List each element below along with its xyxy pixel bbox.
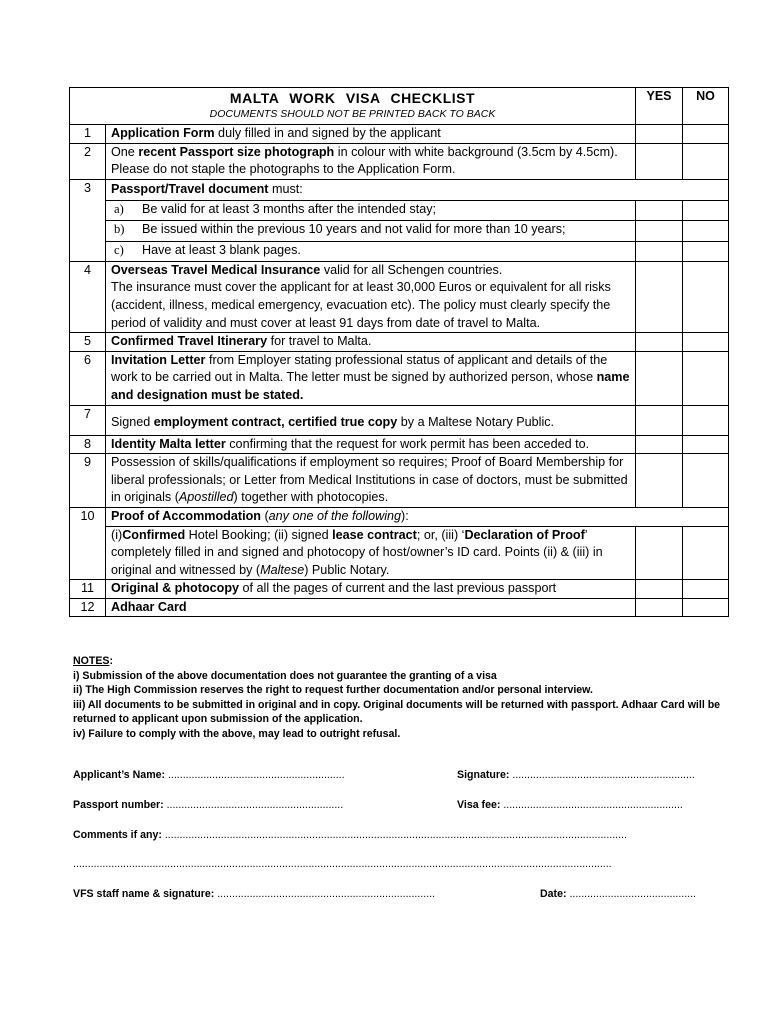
subitem-part: ’ completely filled in and signed and photocopy of host/owner’s ID card. Points (ii) & (iii) in original and witnessed by ( bbox=[111, 527, 603, 577]
item-bold-text: Confirmed Travel Itinerary bbox=[111, 334, 268, 349]
item-bold-text: Passport/Travel document bbox=[111, 181, 269, 196]
yes-checkbox-cell[interactable] bbox=[636, 220, 683, 241]
item-detail-text: The insurance must cover the applicant for at least 30,000 Euros or equivalent for all risks (accident, illness, medical emergency, evacuation etc). The policy must clearly specify the period of validity and must cover at least 91 days from date of travel to Malta. bbox=[111, 280, 611, 330]
checklist-row-12 bbox=[70, 598, 729, 617]
subitem-text bbox=[106, 220, 636, 241]
item-text bbox=[106, 435, 636, 454]
item-text bbox=[106, 351, 636, 405]
visa-fee-field[interactable] bbox=[457, 799, 683, 811]
item-bold-text: Application Form bbox=[111, 126, 215, 140]
item-text bbox=[106, 507, 729, 526]
notes-heading: NOTES bbox=[73, 655, 110, 667]
checklist-row-8 bbox=[70, 435, 729, 454]
subitem-letter: b) bbox=[114, 221, 125, 236]
yes-checkbox-cell[interactable] bbox=[636, 200, 683, 220]
checklist-row-3 bbox=[70, 179, 729, 200]
checklist-row-7 bbox=[70, 405, 729, 435]
item-text bbox=[106, 598, 636, 617]
item-number: 2 bbox=[70, 143, 106, 179]
yes-checkbox-cell[interactable] bbox=[636, 580, 683, 599]
item-bold-text: Proof of Accommodation bbox=[111, 508, 261, 523]
title-cell bbox=[70, 88, 636, 125]
item-bold-text: Identity Malta letter bbox=[111, 436, 226, 451]
subitem-part: (i) bbox=[111, 527, 123, 542]
item-text bbox=[106, 179, 729, 200]
checklist-row-11 bbox=[70, 580, 729, 599]
applicant-name-line: ............................................................ bbox=[165, 769, 345, 781]
note-4: iv) Failure to comply with the above, may lead to outright refusal. bbox=[73, 727, 401, 740]
subitem-bold-part: lease contract bbox=[332, 527, 417, 542]
yes-checkbox-cell[interactable] bbox=[636, 351, 683, 405]
notes-colon: : bbox=[109, 655, 114, 667]
vfs-staff-field[interactable] bbox=[73, 888, 435, 900]
signature-label: Signature: bbox=[457, 769, 510, 781]
applicant-name-field[interactable] bbox=[73, 769, 345, 781]
item-text bbox=[106, 454, 636, 508]
yes-checkbox-cell[interactable] bbox=[636, 333, 683, 352]
item-bold-text: employment contract, certified true copy bbox=[153, 414, 398, 429]
item-text bbox=[106, 580, 636, 599]
subitem-part: ) Public Notary. bbox=[304, 562, 390, 577]
checklist-table bbox=[69, 87, 729, 617]
item-rest-text: must: bbox=[268, 181, 303, 196]
visa-fee-line: ............................................................. bbox=[500, 799, 683, 811]
vfs-staff-label: VFS staff name & signature: bbox=[73, 888, 215, 900]
subitem-label: Be issued within the previous 10 years and not valid for more than 10 years; bbox=[142, 221, 566, 236]
date-line: ........................................... bbox=[566, 888, 697, 900]
signature-field[interactable] bbox=[457, 769, 695, 781]
item-bold-text: Invitation Letter bbox=[111, 352, 206, 367]
item-rest-text: by a Maltese Notary Public. bbox=[397, 414, 555, 429]
subitem-label: Be valid for at least 3 months after the intended stay; bbox=[142, 201, 437, 216]
item-pre-text: Signed bbox=[111, 414, 154, 429]
yes-column-header: YES bbox=[636, 88, 683, 125]
item-text bbox=[106, 125, 636, 144]
checklist-row-2 bbox=[70, 143, 729, 179]
item-number: 4 bbox=[70, 261, 106, 332]
subitem-bold-part: Confirmed bbox=[122, 527, 186, 542]
no-checkbox-cell[interactable] bbox=[683, 351, 729, 405]
checklist-row-1 bbox=[70, 125, 729, 144]
applicant-name-label: Applicant’s Name: bbox=[73, 769, 166, 781]
item-rest-text: of all the pages of current and the last previous passport bbox=[239, 581, 557, 596]
item-text bbox=[106, 333, 636, 352]
item-number: 11 bbox=[70, 580, 106, 599]
item-rest-text: for travel to Malta. bbox=[267, 334, 372, 349]
item-number: 7 bbox=[70, 405, 106, 435]
item-bold-text-2: name and designation must be stated. bbox=[111, 370, 630, 402]
checklist-subrow-3b bbox=[70, 220, 729, 241]
passport-number-label: Passport number: bbox=[73, 799, 164, 811]
no-column-header: NO bbox=[683, 88, 729, 125]
subitem-letter: c) bbox=[114, 242, 124, 257]
no-checkbox-cell[interactable] bbox=[683, 241, 729, 261]
item-number: 3 bbox=[70, 179, 106, 261]
date-label: Date: bbox=[540, 888, 567, 900]
item-number: 9 bbox=[70, 454, 106, 508]
item-rest-text: ): bbox=[401, 508, 409, 523]
item-bold-text: Overseas Travel Medical Insurance bbox=[111, 262, 321, 277]
no-checkbox-cell[interactable] bbox=[683, 143, 729, 179]
item-number: 1 bbox=[70, 125, 106, 144]
subitem-bold-part: Declaration of Proof bbox=[464, 527, 585, 542]
yes-checkbox-cell[interactable] bbox=[636, 435, 683, 454]
yes-checkbox-cell[interactable] bbox=[636, 241, 683, 261]
subitem-italic-part: Maltese bbox=[260, 562, 305, 577]
no-checkbox-cell[interactable] bbox=[683, 435, 729, 454]
comments-field[interactable] bbox=[73, 829, 627, 841]
item-pre-text: ( bbox=[260, 508, 269, 523]
no-checkbox-cell[interactable] bbox=[683, 200, 729, 220]
subitem-text bbox=[106, 200, 636, 220]
note-2: ii) The High Commission reserves the right to request further documentation and/or personal interview. bbox=[73, 684, 593, 696]
note-3: iii) All documents to be submitted in original and in copy. Original documents will be returned with passport. Adhaar Card will be returned to applicant upon submission of the application. bbox=[73, 698, 721, 725]
visa-fee-label: Visa fee: bbox=[457, 799, 501, 811]
item-text bbox=[106, 143, 636, 179]
item-pre-text: One bbox=[111, 144, 139, 159]
subitem-text bbox=[106, 241, 636, 261]
passport-number-line: ............................................................ bbox=[163, 799, 344, 811]
no-checkbox-cell[interactable] bbox=[683, 526, 729, 580]
no-checkbox-cell[interactable] bbox=[683, 333, 729, 352]
yes-checkbox-cell[interactable] bbox=[636, 526, 683, 580]
yes-checkbox-cell[interactable] bbox=[636, 405, 683, 435]
comments-label: Comments if any: bbox=[73, 829, 162, 841]
item-rest-text: from Employer stating professional status of applicant and details of the work to be carried out in Malta. The letter must be signed by authorized person, whose bbox=[111, 352, 608, 385]
checklist-row-10 bbox=[70, 507, 729, 526]
item-italic-text: any one of the following bbox=[268, 508, 401, 523]
notes-section bbox=[73, 654, 733, 741]
no-checkbox-cell[interactable] bbox=[683, 454, 729, 508]
checklist-row-6 bbox=[70, 351, 729, 405]
item-rest-text: confirming that the request for work permit has been acceded to. bbox=[225, 436, 590, 451]
subitem-text bbox=[106, 526, 636, 580]
item-bold-text: recent Passport size photograph bbox=[138, 144, 335, 159]
item-number: 8 bbox=[70, 435, 106, 454]
item-number: 6 bbox=[70, 351, 106, 405]
passport-number-field[interactable] bbox=[73, 799, 343, 811]
no-checkbox-cell[interactable] bbox=[683, 405, 729, 435]
item-bold-text: Adhaar Card bbox=[111, 599, 187, 614]
note-1: i) Submission of the above documentation does not guarantee the granting of a visa bbox=[73, 669, 497, 682]
item-number: 5 bbox=[70, 333, 106, 352]
no-checkbox-cell[interactable] bbox=[683, 125, 729, 144]
comments-line-2: ....................................................................................................................................................................................... bbox=[73, 858, 612, 870]
item-italic-text: Apostilled bbox=[178, 490, 234, 505]
no-checkbox-cell[interactable] bbox=[683, 220, 729, 241]
checklist-subrow-3a bbox=[70, 200, 729, 220]
item-rest-text: ) together with photocopies. bbox=[233, 490, 389, 505]
page-title: MALTA WORK VISA CHECKLIST bbox=[229, 90, 476, 106]
yes-checkbox-cell[interactable] bbox=[636, 125, 683, 144]
vfs-staff-line: .......................................................................... bbox=[214, 888, 436, 900]
subitem-part: Hotel Booking; (ii) signed bbox=[185, 527, 333, 542]
subitem-part: ; or, (iii) ‘ bbox=[416, 527, 465, 542]
checklist-subrow-10 bbox=[70, 526, 729, 580]
item-pre-text: Possession of skills/qualifications if employment so requires; Proof of Board Membership for liberal professionals; or Letter from Medical Institutions in case of doctors, must be submitted in originals ( bbox=[111, 455, 628, 505]
no-checkbox-cell[interactable] bbox=[683, 261, 729, 332]
item-number: 12 bbox=[70, 598, 106, 617]
no-checkbox-cell[interactable] bbox=[683, 598, 729, 617]
comments-line: ............................................................................................................................................................. bbox=[161, 829, 627, 841]
item-rest-text: in colour with white background (3.5cm by 4.5cm). Please do not staple the photographs to the Application Form. bbox=[111, 144, 618, 177]
subitem-letter: a) bbox=[114, 201, 124, 216]
item-text bbox=[106, 261, 636, 332]
yes-checkbox-cell[interactable] bbox=[636, 454, 683, 508]
checklist-row-9 bbox=[70, 454, 729, 508]
checklist-row-4 bbox=[70, 261, 729, 332]
comments-continuation-field[interactable] bbox=[73, 858, 612, 870]
yes-checkbox-cell[interactable] bbox=[636, 143, 683, 179]
item-text bbox=[106, 405, 636, 435]
checklist-subrow-3c bbox=[70, 241, 729, 261]
no-checkbox-cell[interactable] bbox=[683, 580, 729, 599]
item-rest-text: duly filled in and signed by the applicant bbox=[214, 126, 441, 140]
date-field[interactable] bbox=[540, 888, 696, 900]
item-bold-text: Original & photocopy bbox=[111, 581, 240, 596]
page-subtitle: DOCUMENTS SHOULD NOT BE PRINTED BACK TO BACK bbox=[209, 108, 496, 120]
header-row bbox=[70, 88, 729, 125]
item-number: 10 bbox=[70, 507, 106, 579]
item-rest-text: valid for all Schengen countries. bbox=[320, 262, 503, 277]
checklist-row-5 bbox=[70, 333, 729, 352]
yes-checkbox-cell[interactable] bbox=[636, 261, 683, 332]
subitem-label: Have at least 3 blank pages. bbox=[142, 242, 301, 257]
signature-line: .............................................................. bbox=[509, 769, 695, 781]
yes-checkbox-cell[interactable] bbox=[636, 598, 683, 617]
